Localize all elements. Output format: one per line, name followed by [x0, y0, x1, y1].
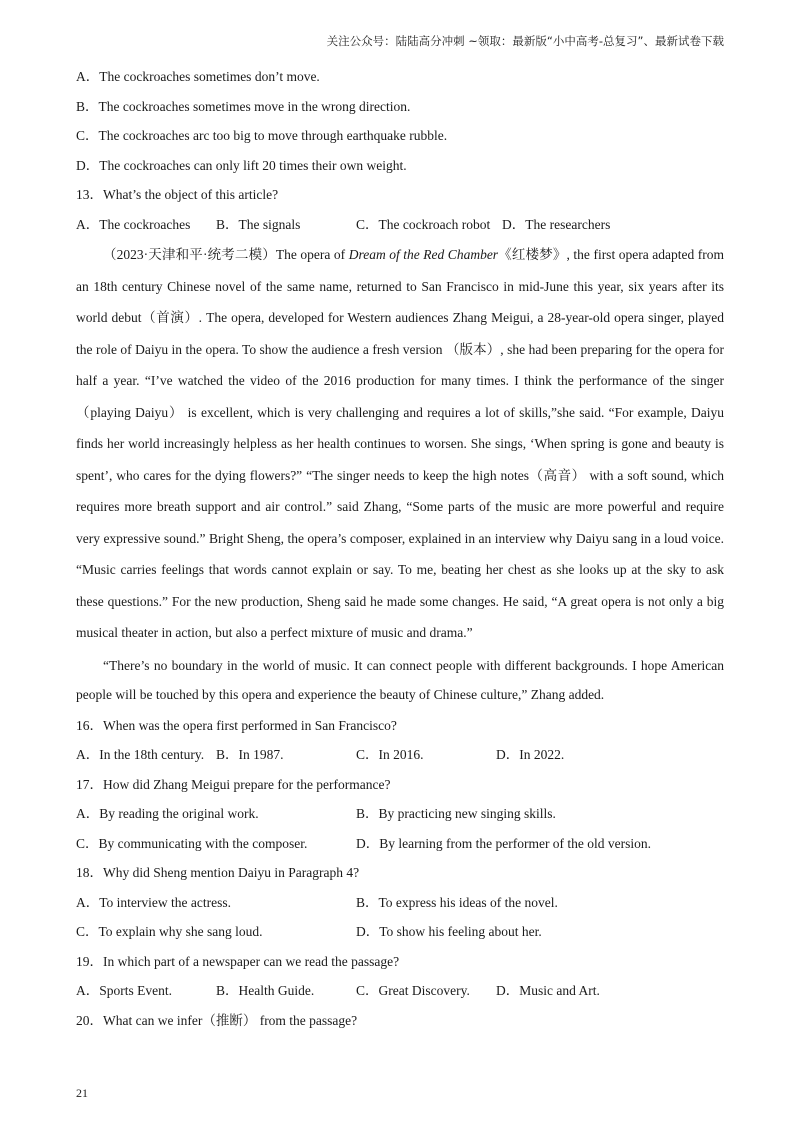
passage-body: 《红楼梦》, the first opera adapted from an 18th century Chinese novel of the same name, returned to San Francisco in mid-June this year, six years after its world debut（首演）. The opera, developed for Western audiences Zhang Meigui, a 28-year-old opera singer, played the role of Daiyu in the opera. To show the audience a fresh version （版本）, she had been preparing for the opera for half a year. “I’ve watched the video of the 2016 production for many times. I think the performance of the singer （playing Daiyu） is excellent, which is very challenging and requires a lot of skills,”she said. “For example, Daiyu finds her world increasingly helpless as her health continues to worsen. She sings, ‘When spring is gone and beauty is spent’, who cares for the dying flowers?” “The singer needs to keep the high notes（高音） with a soft sound, which requires more breath support and air control.” said Zhang, “Some parts of the music are more powerful and require very expressive sound.” Bright Sheng, the opera’s composer, explained in an interview why Daiyu sang in a loud voice. “Music carries feelings that words cannot explain or say. To me, beating her chest as she looks up at the sky to ask these questions.” For the new production, Sheng said he made some changes. He said, “A great opera is not only a big musical theater in action, but also a perfect mixture of music and drama.”	[76, 247, 724, 640]
q17-option-c: C．By communicating with the composer.	[76, 835, 308, 851]
q16-stem: 16．When was the opera first performed in San Francisco?	[76, 717, 397, 733]
q19-option-c: C．Great Discovery.	[356, 983, 470, 998]
q16-option-b: B．In 1987.	[216, 747, 284, 762]
q13-options	[76, 210, 724, 240]
page-number: 21	[76, 1086, 88, 1100]
passage-paragraph-1	[76, 239, 724, 649]
q19-option-b: B．Health Guide.	[216, 983, 315, 998]
q17-option-a: A．By reading the original work.	[76, 806, 259, 821]
document-body	[76, 62, 724, 1035]
q16-options	[76, 740, 724, 770]
q17-options-row-1	[76, 799, 724, 829]
q17-option-d: D．By learning from the performer of the old version.	[356, 835, 652, 851]
q13-option-b: B．The signals	[216, 216, 301, 232]
q18-option-b: B．To express his ideas of the novel.	[356, 894, 558, 910]
q16-option-a: A．In the 18th century.	[76, 747, 205, 762]
q17-option-b: B．By practicing new singing skills.	[356, 806, 556, 821]
q13-option-a: A．The cockroaches	[76, 216, 191, 232]
q19-options	[76, 976, 724, 1006]
q18-options-row-2	[76, 917, 724, 947]
q12-option-d: D．The cockroaches can only lift 20 times their own weight.	[76, 157, 407, 173]
q18-option-a: A．To interview the actress.	[76, 894, 232, 910]
passage-paragraph-2: “There’s no boundary in the world of music. It can connect people with different backgrounds. I hope American people will be touched by this opera and experience the beauty of Chinese culture,” Zhang added.	[76, 657, 724, 702]
q12-option-a: A．The cockroaches sometimes don’t move.	[76, 69, 320, 84]
q20-stem: 20．What can we infer（推断） from the passage?	[76, 1012, 358, 1028]
q18-option-c: C．To explain why she sang loud.	[76, 924, 263, 939]
q19-stem: 19．In which part of a newspaper can we read the passage?	[76, 953, 400, 969]
q12-option-b: B．The cockroaches sometimes move in the wrong direction.	[76, 98, 411, 114]
q17-options-row-2	[76, 829, 724, 859]
q19-option-d: D．Music and Art.	[496, 983, 600, 998]
q18-option-d: D．To show his feeling about her.	[356, 924, 542, 939]
q19-option-a: A．Sports Event.	[76, 983, 172, 998]
q18-stem: 18．Why did Sheng mention Daiyu in Paragraph 4?	[76, 865, 360, 880]
q12-option-c: C．The cockroaches arc too big to move through earthquake rubble.	[76, 128, 448, 143]
q18-options-row-1	[76, 888, 724, 918]
q13-stem: 13．What’s the object of this article?	[76, 187, 279, 202]
reading-passage-2	[76, 651, 724, 709]
passage-intro: （2023·天津和平·统考二模）The opera of	[103, 247, 349, 262]
reading-passage	[76, 239, 724, 649]
q16-option-c: C．In 2016.	[356, 747, 424, 762]
q13-option-c: C．The cockroach robot	[356, 216, 491, 232]
q16-option-d: D．In 2022.	[496, 747, 565, 762]
q17-stem: 17．How did Zhang Meigui prepare for the performance?	[76, 776, 391, 792]
q13-option-d: D．The researchers	[502, 216, 611, 232]
page-header: 关注公众号：陆陆高分冲刺 ~领取：最新版“小中高考-总复习”、最新试卷下载	[326, 34, 724, 48]
opera-title: Dream of the Red Chamber	[348, 247, 499, 262]
